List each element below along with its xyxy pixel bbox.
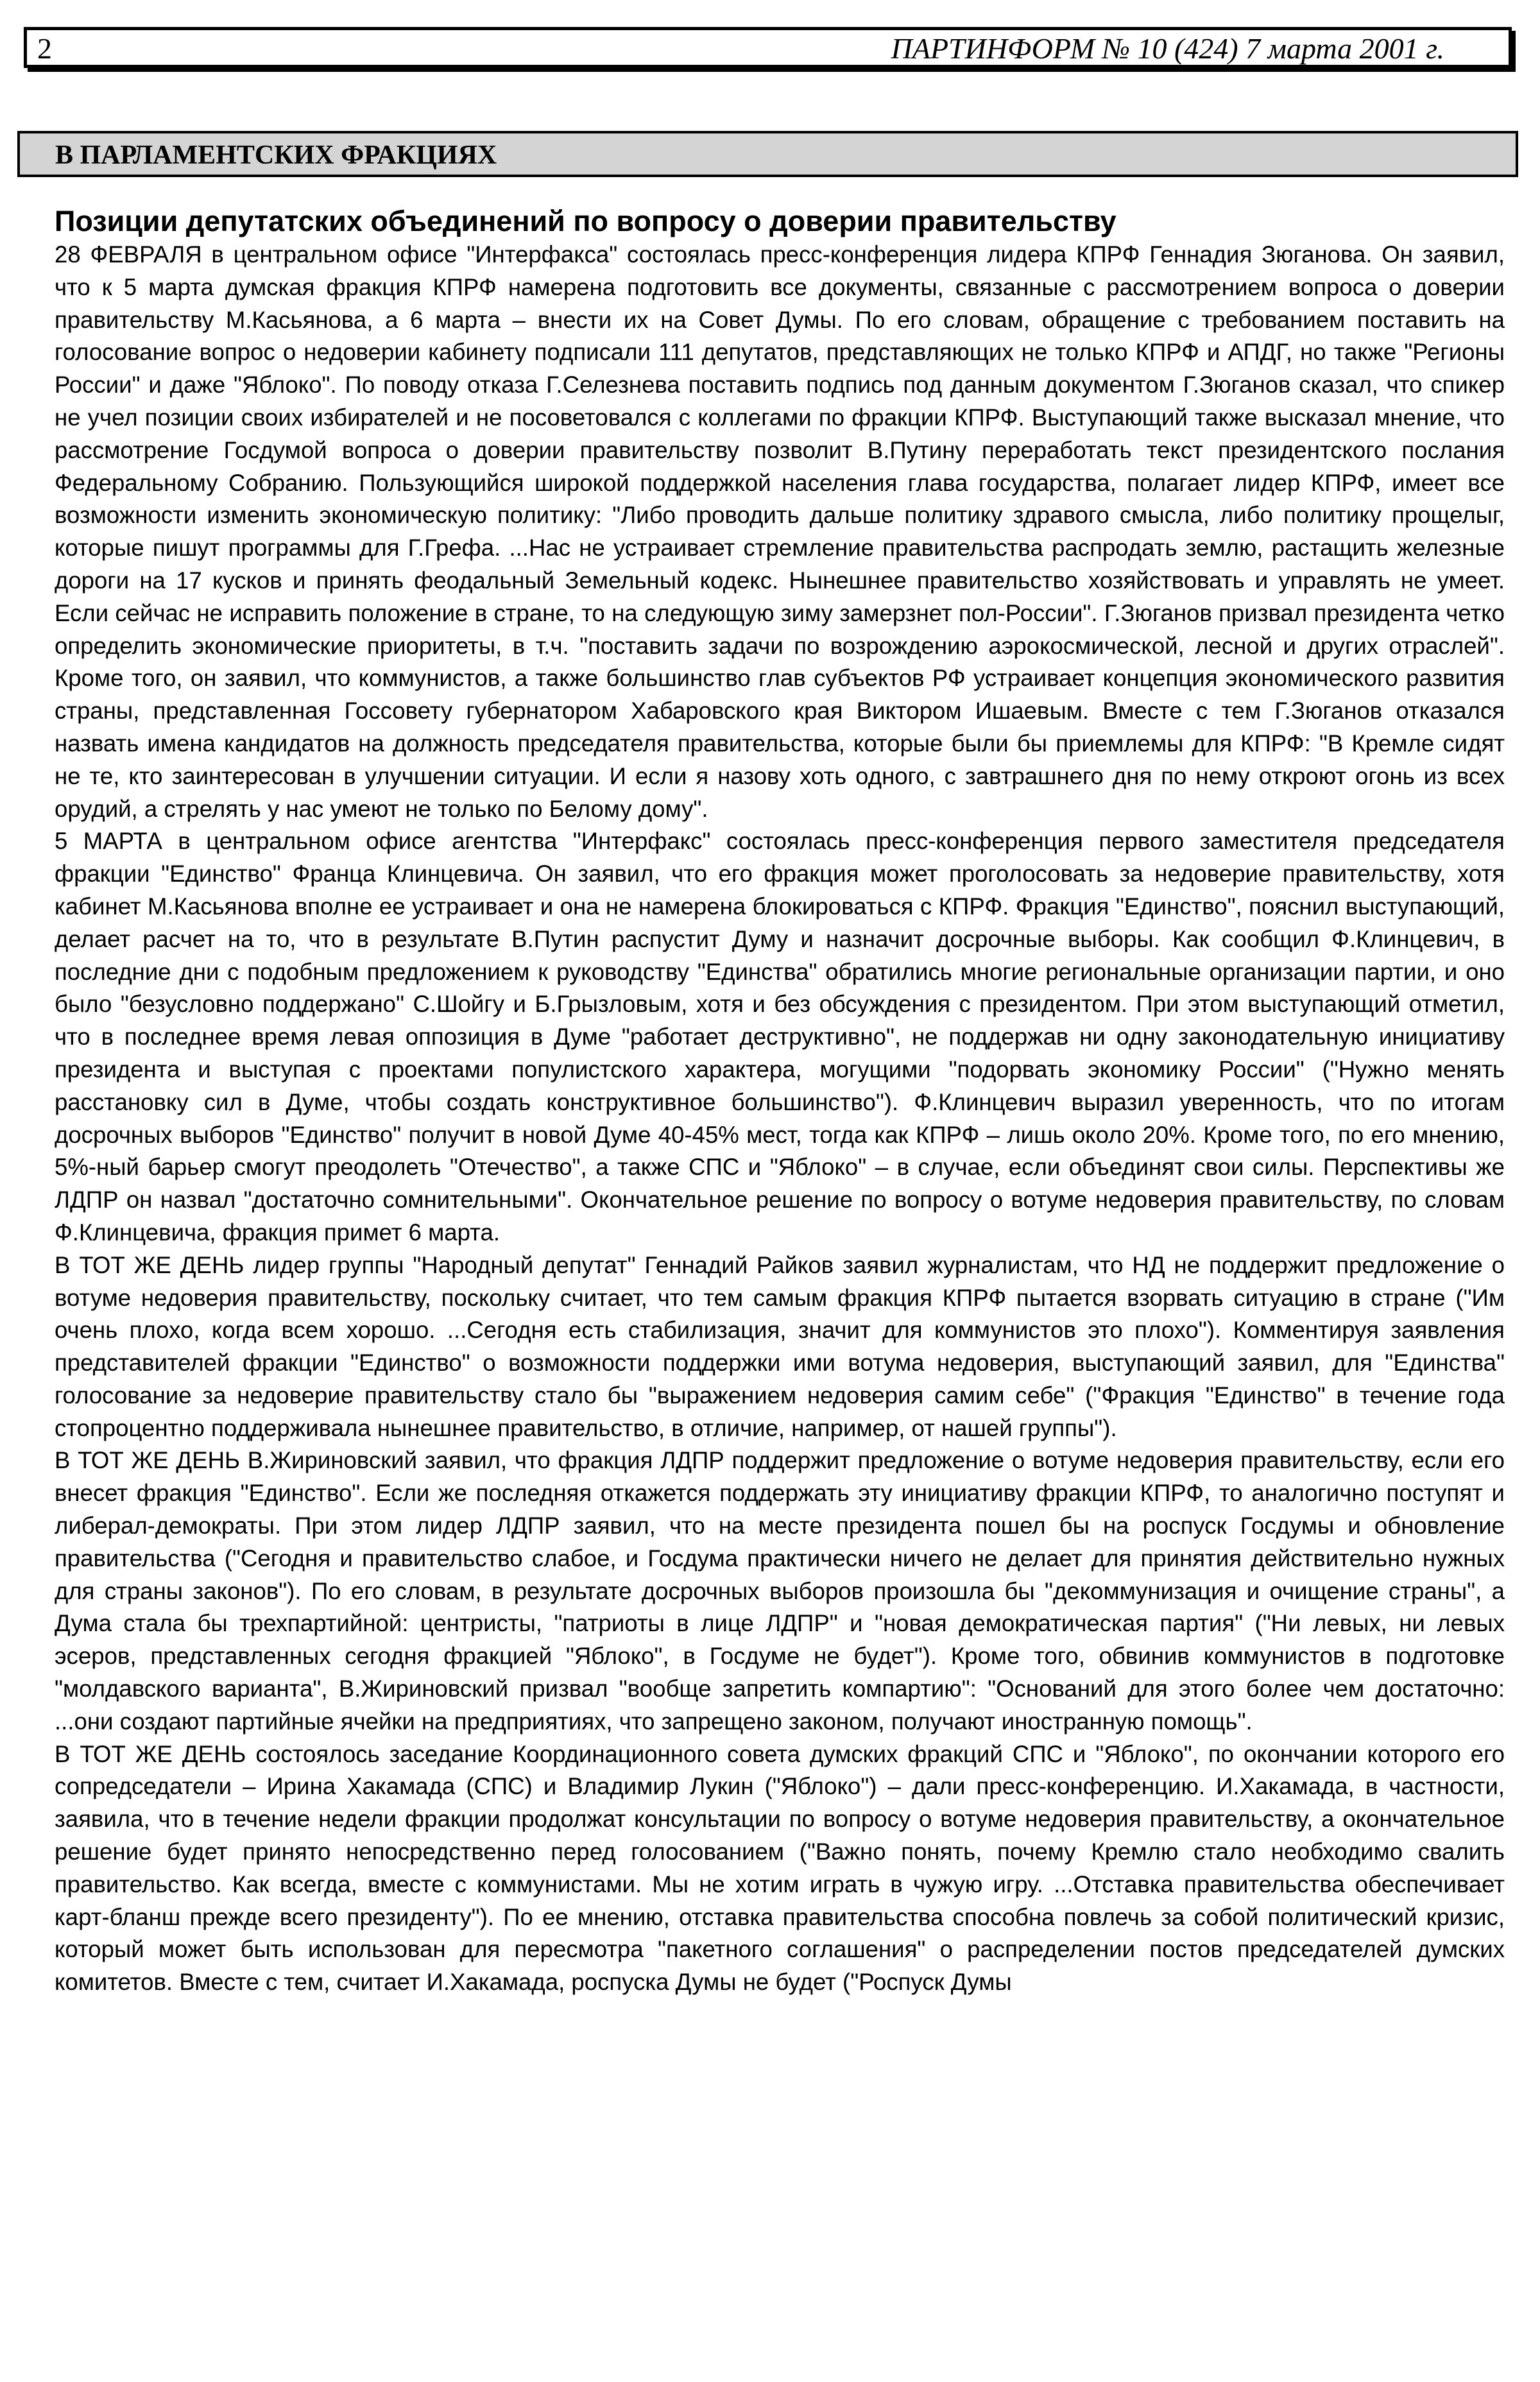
page-number: 2 [37,32,52,65]
page-header [24,27,1512,68]
section-banner [17,131,1518,177]
section-title: В ПАРЛАМЕНТСКИХ ФРАКЦИЯХ [55,141,497,170]
article-paragraph: В ТОТ ЖЕ ДЕНЬ В.Жириновский заявил, что фракция ЛДПР поддержит предложение о вотуме недоверия правительству, если его внесет фракция "Единство". Если же последняя откажется поддержать эту инициативу фракции КПРФ, то аналогично поступят и либерал-демократы. При этом лидер ЛДПР заявил, что на месте президента пошел бы на роспуск Госдумы и обновление правительства ("Сегодня и правительство слабое, и Госдума практически ничего не делает для принятия действительно нужных для страны законов"). По его словам, в результате досрочных выборов произошла бы "декоммунизация и очищение страны", а Дума стала бы трехпартийной: центристы, "патриоты в лице ЛДПР" и "новая демократическая партия" ("Ни левых, ни левых эсеров, представленных сегодня фракцией "Яблоко", в Госдуме не будет"). Кроме того, обвинив коммунистов в подготовке "молдавского варианта", В.Жириновский призвал "вообще запретить компартию": "Оснований для этого более чем достаточно: ...они создают партийные ячейки на предприятиях, что запрещено законом, получают иностранную помощь". [55,1447,1505,1735]
article [55,204,1505,1999]
article-paragraph: В ТОТ ЖЕ ДЕНЬ состоялось заседание Координационного совета думских фракций СПС и "Яблоко", по окончании которого его сопредседатели – Ирина Хакамада (СПС) и Владимир Лукин ("Яблоко") – дали пресс-конференцию. И.Хакамада, в частности, заявила, что в течение недели фракции продолжат консультации по вопросу о вотуме недоверия правительству, а окончательное решение будет принято непосредственно перед голосованием ("Важно понять, почему Кремлю стало необходимо свалить правительство. Как всегда, вместе с коммунистами. Мы не хотим играть в чужую игру. ...Отставка правительства обеспечивает карт-бланш прежде всего президенту"). По ее мнению, отставка правительства способна повлечь за собой политический кризис, который может быть использован для пересмотра "пакетного соглашения" о распределении постов председателей думских комитетов. Вместе с тем, считает И.Хакамада, роспуска Думы не будет ("Роспуск Думы [55,1740,1505,1996]
article-paragraph: 5 МАРТА в центральном офисе агентства "Интерфакс" состоялась пресс-конференция первого заместителя председателя фракции "Единство" Франца Клинцевича. Он заявил, что его фракция может проголосовать за недоверие правительству, хотя кабинет М.Касьянова вполне ее устраивает и она не намерена блокироваться с КПРФ. Фракция "Единство", пояснил выступающий, делает расчет на то, что в результате В.Путин распустит Думу и назначит досрочные выборы. Как сообщил Ф.Клинцевич, в последние дни с подобным предложением к руководству "Единства" обратились многие региональные организации партии, и оно было "безусловно поддержано" С.Шойгу и Б.Грызловым, хотя и без обсуждения с президентом. При этом выступающий отметил, что в последнее время левая оппозиция в Думе "работает деструктивно", не поддержав ни одну законодательную инициативу президента и выступая с проектами популистского характера, могущими "подорвать экономику России" ("Нужно менять расстановку сил в Думе, чтобы создать конструктивное большинство"). Ф.Клинцевич выразил уверенность, что по итогам досрочных выборов "Единство" получит в новой Думе 40-45% мест, тогда как КПРФ – лишь около 20%. Кроме того, по его мнению, 5%-ный барьер смогут преодолеть "Отечество", а также СПС и "Яблоко" – в случае, если объединят свои силы. Перспективы же ЛДПР он назвал "достаточно сомнительными". Окончательное решение по вопросу о вотуме недоверия правительству, по словам Ф.Клинцевича, фракция примет 6 марта. [55,828,1505,1246]
article-paragraph: 28 ФЕВРАЛЯ в центральном офисе "Интерфакса" состоялась пресс-конференция лидера КПРФ Геннадия Зюганова. Он заявил, что к 5 марта думская фракция КПРФ намерена подготовить все документы, связанные с рассмотрением вопроса о доверии правительству М.Касьянова, а 6 марта – внести их на Совет Думы. По его словам, обращение с требованием поставить на голосование вопрос о недоверии кабинету подписали 111 депутатов, представляющих не только КПРФ и АПДГ, но также "Регионы России" и даже "Яблоко". По поводу отказа Г.Селезнева поставить подпись под данным документом Г.Зюганов сказал, что спикер не учел позиции своих избирателей и не посоветовался с коллегами по фракции КПРФ. Выступающий также высказал мнение, что рассмотрение Госдумой вопроса о доверии правительству позволит В.Путину переработать текст президентского послания Федеральному Собранию. Пользующийся широкой поддержкой населения глава государства, полагает лидер КПРФ, имеет все возможности изменить экономическую политику: "Либо проводить дальше политику здравого смысла, либо политику прощелыг, которые пишут программы для Г.Грефа. ...Нас не устраивает стремление правительства распродать землю, растащить железные дороги на 17 кусков и принять феодальный Земельный кодекс. Нынешнее правительство хозяйствовать и управлять не умеет. Если сейчас не исправить положение в стране, то на следующую зиму замерзнет пол-России". Г.Зюганов призвал президента четко определить экономические приоритеты, в т.ч. "поставить задачи по возрождению аэрокосмической, лесной и других отраслей". Кроме того, он заявил, что коммунистов, а также большинство глав субъектов РФ устраивает концепция экономического развития страны, представленная Госсовету губернатором Хабаровского края Виктором Ишаевым. Вместе с тем Г.Зюганов отказался назвать имена кандидатов на должность председателя правительства, которые были бы приемлемы для КПРФ: "В Кремле сидят не те, кто заинтересован в улучшении ситуации. И если я назову хоть одного, с завтрашнего дня по нему откроют огонь из всех орудий, а стрелять у нас умеют не только по Белому дому". [55,241,1505,822]
issue-info: ПАРТИНФОРМ № 10 (424) 7 марта 2001 г. [891,32,1444,65]
article-paragraph: В ТОТ ЖЕ ДЕНЬ лидер группы "Народный депутат" Геннадий Райков заявил журналистам, что НД не поддержит предложение о вотуме недоверия правительству, поскольку считает, что тем самым фракция КПРФ пытается взорвать ситуацию в стране ("Им очень плохо, когда всем хорошо. ...Сегодня есть стабилизация, значит для коммунистов это плохо"). Комментируя заявления представителей фракции "Единство" о возможности поддержки ими вотума недоверия, выступающий заявил, для "Единства" голосование за недоверие правительству стало бы "выражением недоверия самим себе" ("Фракция "Единство" в течение года стопроцентно поддерживала нынешнее правительство, в отличие, например, от нашей группы"). [55,1251,1505,1441]
article-title: Позиции депутатских объединений по вопросу о доверии правительству [55,205,1116,237]
